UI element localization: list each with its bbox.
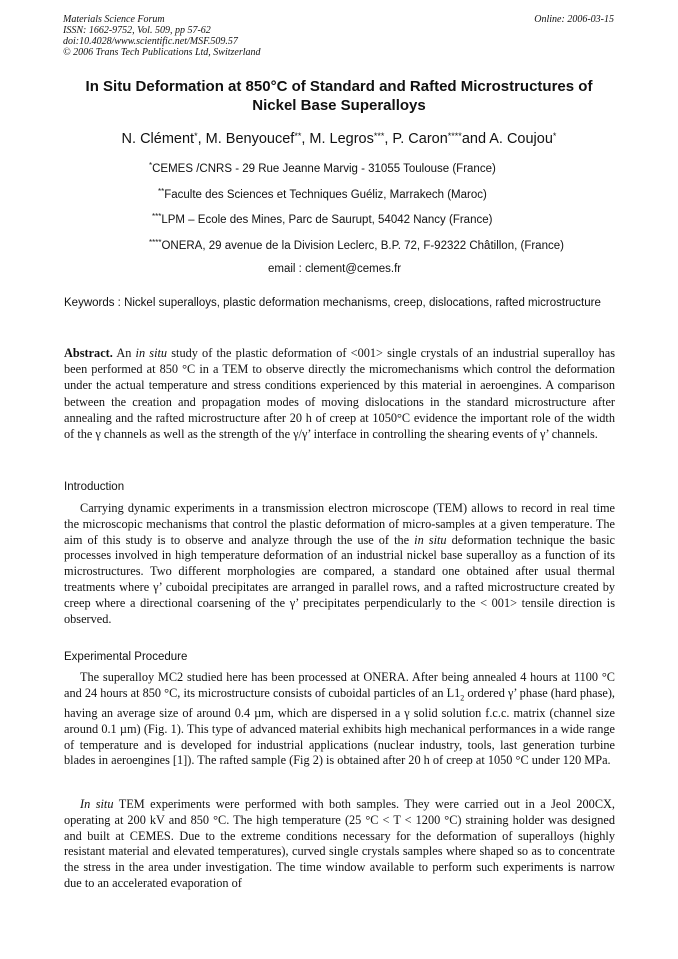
affiliation-text: LPM – Ecole des Mines, Parc de Saurupt, 54042 Nancy (France) (161, 214, 493, 226)
author-name: N. Clément (121, 131, 195, 147)
section-heading-experimental: Experimental Procedure (64, 651, 188, 663)
introduction-paragraph (64, 501, 615, 627)
abstract (64, 345, 615, 442)
affiliation-mark: ** (158, 187, 165, 196)
paragraph-text: ordered γ’ phase (hard phase), having an average size of around 0.4 µm, which are dispersed in a γ solid solution f.c.c. matrix (channel size around 0.1 µm) (Fig. 1). This type of advanced material exhibits high mechanical performances in a wide range of temperature and is developed for industrial applications (nuclear industry, tools, last generation turbine blades in aeroengines [1]). The rafted sample (Fig 2) is obtained after 20 h of creep at 1050 °C under 120 MPa. (64, 685, 615, 768)
journal-doi: doi:10.4028/www.scientific.net/MSF.509.57 (63, 36, 238, 47)
section-heading-introduction: Introduction (64, 481, 125, 493)
affiliation-3 (152, 213, 492, 227)
affiliation-mark: **** (149, 238, 162, 247)
journal-copyright: © 2006 Trans Tech Publications Ltd, Switzerland (63, 47, 261, 58)
title-line-1: In Situ Deformation at 850°C of Standard and Rafted Microstructures of (85, 78, 593, 95)
paragraph-italic: in situ (414, 532, 447, 547)
online-date: Online: 2006-03-15 (534, 14, 614, 25)
author-mark: **** (447, 131, 462, 141)
affiliation-4 (149, 239, 564, 253)
author-name: , P. Caron (384, 131, 448, 147)
author-name: , M. Legros (301, 131, 374, 147)
author-list (60, 130, 618, 148)
abstract-label: Abstract. (64, 346, 113, 360)
paragraph-text: The superalloy MC2 studied here has been processed at ONERA. After being annealed 4 hours at 1100 °C and 24 hours at 850 °C, its microstructure consists of cuboidal particles of an L1 (64, 670, 615, 700)
abstract-text: study of the plastic deformation of <001> single crystals of an industrial superalloy has been performed at 850 °C in a TEM to observe directly the micromechanisms which control the deformation under the actual temperature and stress conditions experienced by this material in aeroengines. A comparison between the creation and propagation modes of moving dislocations in the standard microstructure after annealing and the rafted microstructure after 20 h of creep at 1050°C evidence the important role of the width of the γ channels as well as the strength of the γ/γ’ interface in controlling the shearing events of γ’ channels. (64, 346, 616, 442)
paper-title (60, 77, 618, 115)
affiliation-text: ONERA, 29 avenue de la Division Leclerc, B.P. 72, F-92322 Châtillon, (France) (161, 240, 564, 252)
experimental-paragraph-2 (64, 797, 615, 892)
affiliation-text: CEMES /CNRS - 29 Rue Jeanne Marvig - 31055 Toulouse (France) (152, 163, 496, 175)
affiliation-mark: * (149, 161, 153, 170)
paragraph-italic: In situ (80, 797, 114, 811)
journal-name: Materials Science Forum (63, 14, 165, 25)
abstract-text: An (112, 346, 136, 360)
keywords: Keywords : Nickel superalloys, plastic deformation mechanisms, creep, dislocations, rafted microstructure (64, 297, 601, 309)
paragraph-text: deformation technique the basic processes involved in high temperature deformation of an industrial nickel base superalloy as a function of its microstructures. Two different morphologies are compared, a standard one obtained after usual thermal treatments where γ’ cuboidal precipitates are arranged in parallel rows, and a rafted microstructure created by creep where a directional coarsening of the γ’ precipitates perpendicularly to the < 001> tensile direction is observed. (64, 532, 616, 626)
affiliation-mark: *** (152, 212, 162, 221)
experimental-paragraph-1 (64, 670, 615, 769)
author-mark: * (194, 131, 198, 141)
subscript: 2 (460, 693, 465, 703)
title-line-2: Nickel Base Superalloys (252, 97, 426, 114)
paragraph-text: Carrying dynamic experiments in a transmission electron microscope (TEM) allows to record in real time the microscopic mechanisms that control the plastic deformation of micro-samples at a given temperature. The aim of this study is to observe and analyze through the use of the (64, 501, 615, 547)
affiliation-text: Faculte des Sciences et Techniques Guéliz, Marrakech (Maroc) (164, 189, 487, 201)
affiliation-1 (149, 162, 496, 176)
author-name: , M. Benyoucef (197, 131, 295, 147)
journal-issn: ISSN: 1662-9752, Vol. 509, pp 57-62 (63, 25, 211, 36)
author-mark: * (552, 131, 557, 141)
author-name: and A. Coujou (461, 131, 553, 147)
author-mark: *** (373, 131, 385, 141)
email-address: email : clement@cemes.fr (268, 263, 402, 275)
paragraph-text: TEM experiments were performed with both samples. They were carried out in a Jeol 200CX, operating at 200 kV and 850 °C. The high temperature (25 °C < T < 1200 °C) straining holder was designed and built at CEMES. Due to the extreme conditions necessary for the deformation of superalloys (highly resistant material and elevated temperatures), curved single crystals samples where shaped so as to concentrate the stress in the area under investigation. The time window available to perform such experiments is narrow due to an accelerated evaporation of (64, 797, 615, 890)
abstract-italic: in situ (135, 346, 168, 360)
journal-header (63, 14, 261, 58)
affiliation-2 (158, 188, 487, 202)
author-mark: ** (294, 131, 302, 141)
